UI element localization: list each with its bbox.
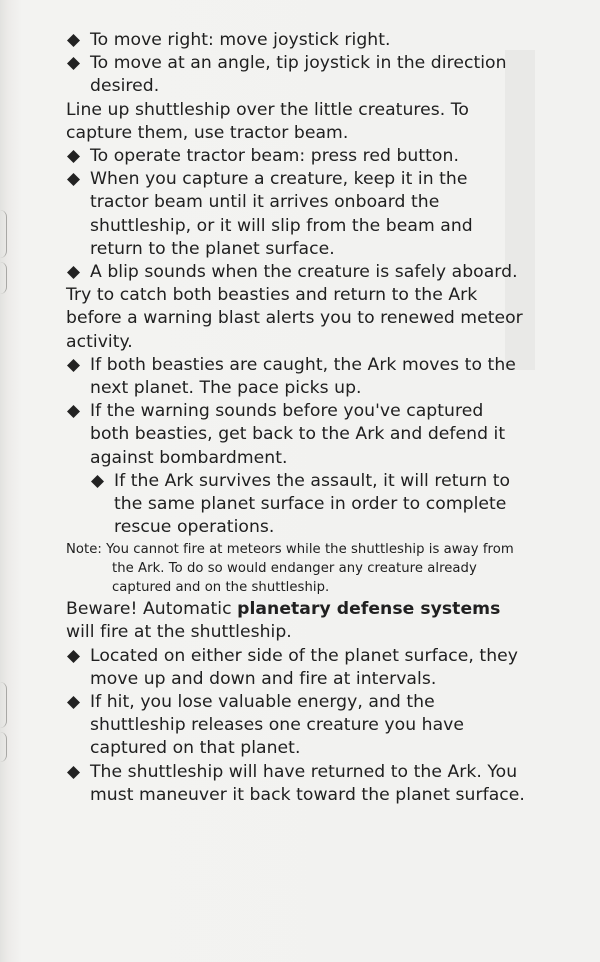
- diamond-bullet-icon: [67, 650, 80, 663]
- bullet-text: If both beasties are caught, the Ark moves to the next planet. The pace picks up.: [90, 354, 516, 399]
- diamond-bullet-icon: [91, 475, 104, 488]
- diamond-bullet-icon: [67, 173, 80, 186]
- paragraph: Line up shuttleship over the little creatures. To capture them, use tractor beam.: [66, 99, 469, 143]
- bullet-item: [66, 400, 526, 470]
- paragraph-text-before: Beware! Automatic: [66, 599, 238, 620]
- manual-text-column: [66, 29, 526, 807]
- paragraph-text-after: will fire at the shuttleship.: [66, 622, 292, 643]
- bullet-text: The shuttleship will have returned to the Ark. You must maneuver it back toward the planet surface.: [90, 761, 525, 805]
- bullet-item: [66, 645, 526, 691]
- bullet-item: [66, 761, 526, 807]
- page-binding-curl-lower: [0, 682, 7, 728]
- diamond-bullet-icon: [67, 359, 80, 372]
- bullet-item: [66, 145, 526, 168]
- bullet-item: [66, 354, 526, 400]
- page-binding-curl-upper: [0, 262, 7, 294]
- sub-bullet-item: [66, 470, 526, 540]
- diamond-bullet-icon: [67, 150, 80, 163]
- bullet-text: To operate tractor beam: press red button.: [90, 146, 459, 167]
- diamond-bullet-icon: [67, 766, 80, 779]
- page-binding-curl-bottom: [0, 732, 7, 762]
- bullet-item: [66, 52, 526, 98]
- bullet-text: When you capture a creature, keep it in the tractor beam until it arrives onboard the shuttleship, or it will slip from the beam and return to the planet surface.: [90, 169, 473, 259]
- diamond-bullet-icon: [67, 57, 80, 70]
- diamond-bullet-icon: [67, 405, 80, 418]
- bullet-item: [66, 168, 526, 261]
- bullet-text: If hit, you lose valuable energy, and the shuttleship releases one creature you have captured on that planet.: [90, 692, 465, 759]
- bullet-item: [66, 261, 526, 284]
- bullet-text: Located on either side of the planet surface, they move up and down and fire at intervals.: [90, 645, 519, 689]
- bullet-text: To move at an angle, tip joystick in the direction desired.: [90, 53, 507, 97]
- bullet-text: If the Ark survives the assault, it will return to the same planet surface in order to complete rescue operations.: [114, 470, 511, 538]
- paragraph: Try to catch both beasties and return to the Ark before a warning blast alerts you to renewed meteor activity.: [66, 285, 523, 352]
- emphasis-planetary-defense-systems: planetary defense systems: [237, 599, 501, 620]
- bullet-item: [66, 691, 526, 761]
- bullet-text: To move right: move joystick right.: [90, 30, 391, 50]
- note: Note: You cannot fire at meteors while the shuttleship is away from the Ark. To do so would endanger any creature already captured and on the shuttleship.: [66, 542, 514, 595]
- page-binding-curl-top: [0, 210, 7, 258]
- bullet-item: [66, 29, 526, 52]
- paragraph-emphasis: [66, 598, 526, 644]
- bullet-text: If the warning sounds before you've captured both beasties, get back to the Ark and defend it against bombardment.: [90, 401, 506, 468]
- diamond-bullet-icon: [67, 34, 80, 47]
- bullet-text: A blip sounds when the creature is safely aboard.: [90, 262, 518, 283]
- diamond-bullet-icon: [67, 266, 80, 279]
- diamond-bullet-icon: [67, 696, 80, 709]
